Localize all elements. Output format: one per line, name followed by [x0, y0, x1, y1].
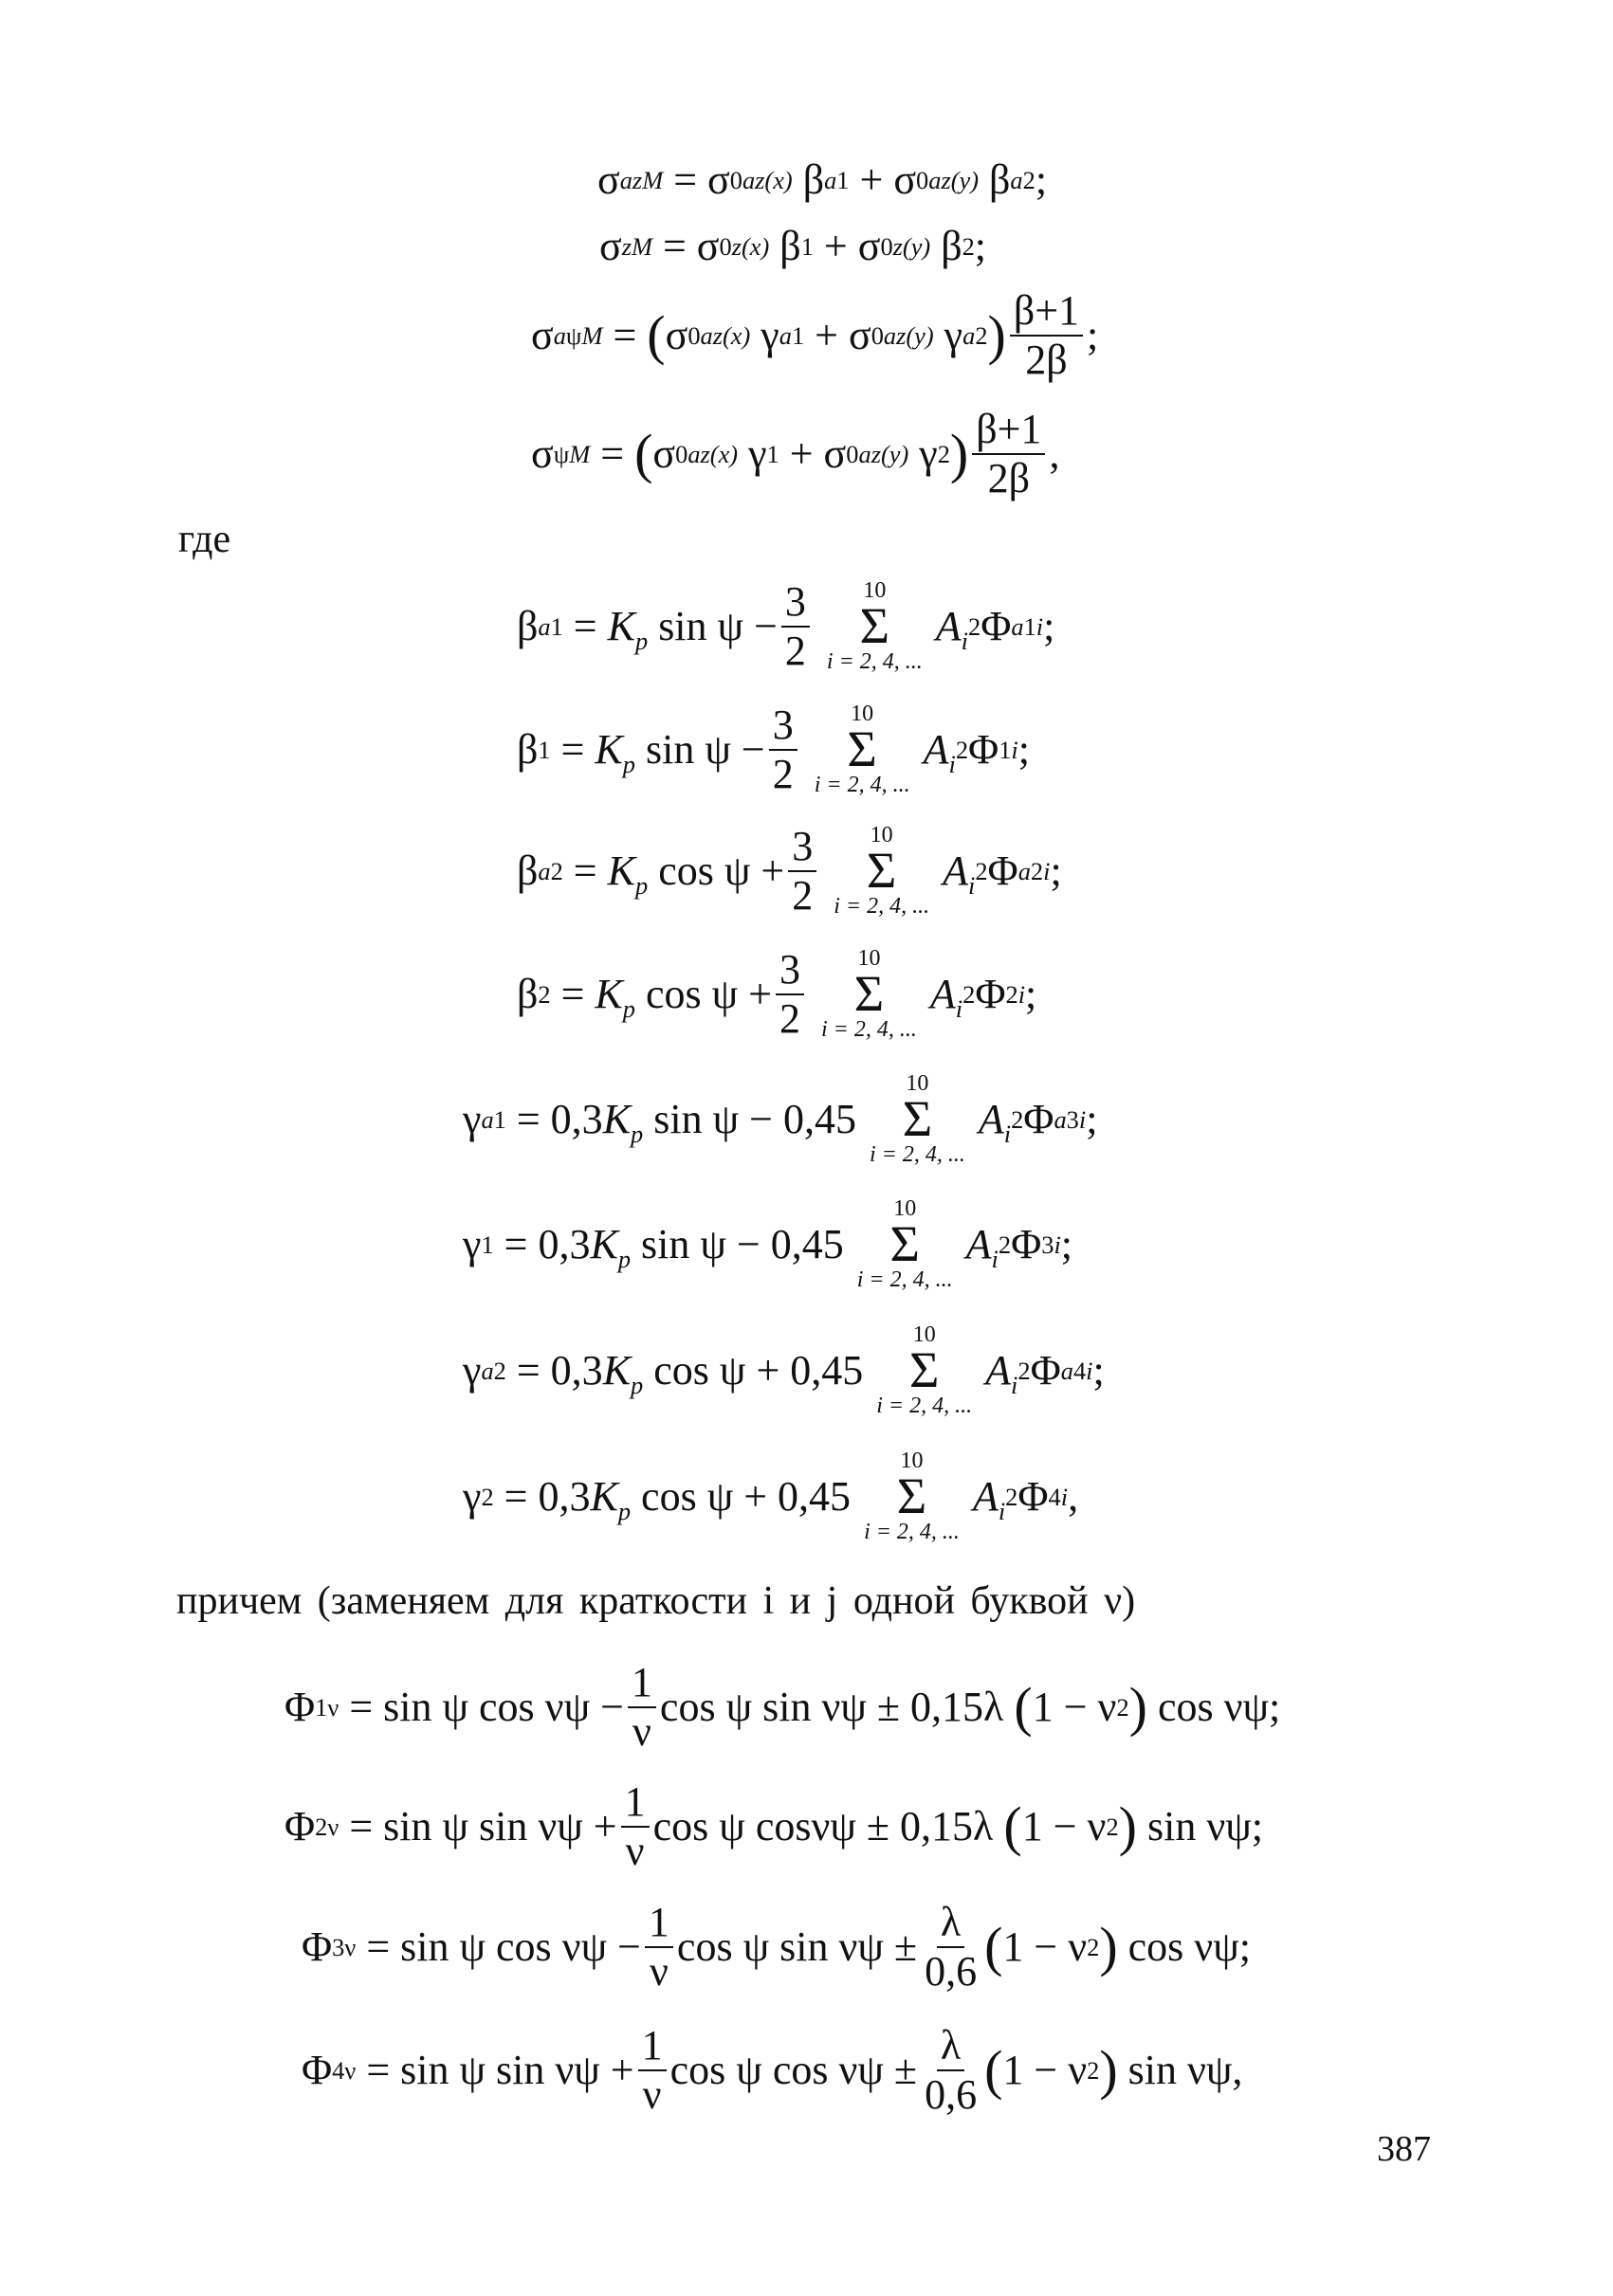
formula-gamma2: γ 2 = 0,3 $K_p$ cos ψ + 0,45 10 Σ i = 2, 4, ... $A_i$ 2 Φ 4i , — [463, 1449, 1079, 1544]
formula-gamma2-a: γ a 2 = 0,3 $K_p$ cos ψ + 0,45 10 Σ i = 2, 4, ... $A_i$ 2 Φ a 4i ; — [463, 1322, 1105, 1418]
formula-beta2-a: β a 2 = $K_p$ cos ψ + $\frac{3}{2}$ 10 Σ i = 2, 4, ... $A_i$ 2 Φ a 2i ; — [517, 822, 1062, 919]
formula-phi1: Φ 1ν = sin ψ cos νψ − $\frac{1}{\nu}$ cos ψ sin νψ ± 0,15λ ( 1 − ν 2 ) cos νψ; — [284, 1659, 1281, 1756]
formula-phi3: Φ 3ν = sin ψ cos νψ − $\frac{1}{\nu}$ cos ψ sin νψ ± $\frac{\lambda}{0,6}$ ( 1 − ν 2 ) cos νψ; — [302, 1899, 1251, 1995]
formula-gamma1-a: γ a 1 = 0,3 $K_p$ sin ψ − 0,45 10 Σ i = 2, 4, ... $A_i$ 2 Φ a 3i ; — [463, 1071, 1098, 1167]
formula-sigma-psiM-a: σ a ψM = ( σ 0a z(x) γ a 1 + σ 0a z(y) γ a 2 ) $\frac{\beta+1}{2\beta}$ ; — [531, 287, 1099, 384]
page-number: 387 — [1377, 2129, 1431, 2169]
formula-sigma-zM: σ zM = σ 0 z(x) β 1 + σ 0 z(y) β 2 ; — [599, 223, 987, 269]
formula-beta1-a: β a 1 = $K_p$ sin ψ − $\frac{3}{2}$ 10 Σ i = 2, 4, ... $A_i$ 2 Φ a 1i ; — [517, 577, 1055, 674]
formula-phi4: Φ 4ν = sin ψ sin νψ + $\frac{1}{\nu}$ cos ψ cos νψ ± $\frac{\lambda}{0,6}$ ( 1 − ν 2 ) sin νψ, — [302, 2022, 1243, 2119]
formula-sigma-zM-a: σ a zM = σ 0a z(x) β a 1 + σ 0a z(y) β a 2 ; — [597, 156, 1048, 203]
formula-beta1: β 1 = $K_p$ sin ψ − $\frac{3}{2}$ 10 Σ i = 2, 4, ... $A_i$ 2 Φ 1i ; — [517, 701, 1030, 797]
formula-phi2: Φ 2ν = sin ψ sin νψ + $\frac{1}{\nu}$ cos ψ cosνψ ± 0,15λ ( 1 − ν 2 ) sin νψ; — [284, 1778, 1263, 1875]
text-where: где — [178, 518, 231, 561]
formula-gamma1: γ 1 = 0,3 $K_p$ sin ψ − 0,45 10 Σ i = 2, 4, ... $A_i$ 2 Φ 3i ; — [463, 1196, 1073, 1292]
formula-sigma-psiM: σ ψM = ( σ 0a z(x) γ 1 + σ 0a z(y) γ 2 ) $\frac{\beta+1}{2\beta}$ , — [531, 406, 1060, 502]
formula-beta2: β 2 = $K_p$ cos ψ + $\frac{3}{2}$ 10 Σ i = 2, 4, ... $A_i$ 2 Φ 2i ; — [517, 945, 1037, 1042]
text-moreover: причем (заменяем для краткости i и j одной буквой ν) — [176, 1579, 1136, 1623]
